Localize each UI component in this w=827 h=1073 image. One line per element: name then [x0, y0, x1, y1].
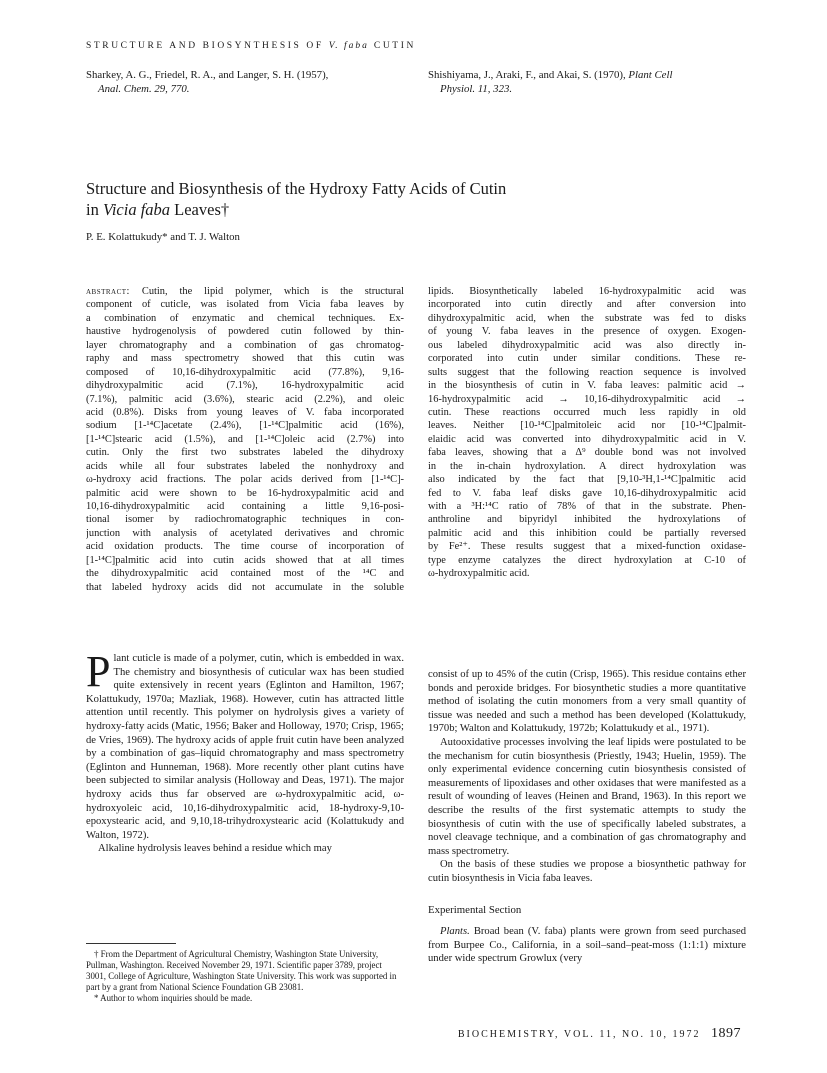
abstract-line [428, 352, 746, 365]
body-right-column [428, 668, 746, 966]
abstract-line [86, 513, 404, 526]
footnotes [86, 949, 404, 1004]
journal-footer [458, 1026, 741, 1042]
abstract-line-text: that labeled hydroxy acids did not accumulate in the soluble [86, 581, 404, 593]
reference-sharkey-authors: Sharkey, A. G., Friedel, R. A., and Langer, S. H. (1957), [86, 69, 329, 81]
abstract-line-text: junction with analysis of acetylated derivatives and chromic [86, 527, 404, 539]
abstract-line [86, 433, 404, 446]
abstract-line [86, 540, 404, 553]
abstract-line-text: 16-hydroxypalmitic acid → 10,16-dihydroxypalmitic acid → [428, 393, 746, 405]
abstract-line-text: acid (0.8%). Disks from young leaves of V. faba incorporated [86, 406, 404, 418]
proposal-text: On the basis of these studies we propose a biosynthetic pathway for cutin biosynthesis in Vicia faba leaves. [428, 859, 746, 884]
abstract-line-text: acids while all four substrates labeled the nonhydroxy and [86, 460, 404, 472]
running-head-suffix: CUTIN [373, 41, 416, 51]
abstract-line-text: [1-¹⁴C]palmitic acid into cutin acids showed that at all times [86, 554, 404, 566]
abstract-line [428, 446, 746, 459]
abstract-line [428, 325, 746, 338]
abstract-line-text: also indicated by the fact that [9,10-³H,1-¹⁴C]palmitic acid [428, 474, 746, 486]
abstract-line [86, 325, 404, 338]
article-title [86, 178, 646, 220]
drop-cap: P [86, 647, 111, 696]
abstract-line [428, 406, 746, 419]
abstract-line [428, 527, 746, 540]
abstract-line [428, 393, 746, 406]
abstract-line [86, 419, 404, 432]
abstract-line-text: anthroline and bipyridyl inhibited the hydroxylations of [428, 514, 746, 526]
abstract-line [86, 460, 404, 473]
abstract-line-text: incorporated into cutin directly and after conversion into [428, 299, 746, 311]
abstract-line [428, 567, 746, 580]
abstract-line-text: a combination of enzymatic and chemical techniques. Ex- [86, 312, 404, 324]
abstract-line-text: 10,16-dihydroxypalmitic acid containing a little 9,16-posi- [86, 501, 404, 512]
alkaline-paragraph: Alkaline hydrolysis leaves behind a residue which may [98, 843, 332, 855]
abstract-line-text: leaves. Neither [10-¹⁴C]palmitoleic acid nor [10-¹⁴C]palmit- [428, 420, 746, 432]
abstract-label: abstract: [86, 286, 130, 297]
running-head [86, 41, 416, 51]
abstract-line [428, 285, 746, 298]
abstract-line-text: with a ³H:¹⁴C ratio of 78% of that in the substrate. Phen- [428, 501, 746, 512]
title-species: Vicia faba [102, 200, 171, 219]
abstract-line-text: dihydroxypalmitic acid, when the substrate was fed to disks [428, 312, 746, 324]
abstract-line-text: acid oxidation products. The time course of incorporation of [86, 541, 404, 553]
abstract-right-column [428, 285, 746, 581]
abstract-line-text: dihydroxypalmitic acid (7.1%), 16-hydroxypalmitic acid [86, 380, 404, 392]
page-number: 1897 [711, 1026, 741, 1041]
section-heading: Experimental Section [428, 903, 522, 916]
abstract-line [86, 285, 404, 298]
reference-shishiyama [428, 68, 758, 96]
abstract-line-text: in the in-chain hydroxylation. A direct hydroxylation was [428, 460, 746, 472]
abstract-line [86, 312, 404, 325]
abstract-line-text: palmitic acid and this inhibition could be partially reversed [428, 527, 746, 539]
abstract-line [86, 527, 404, 540]
abstract-line-text: layer chromatography and a combination of gas chromatog- [86, 339, 404, 351]
abstract-line-text: tional isomer by radiochromatographic techniques in con- [86, 514, 404, 526]
running-head-prefix: STRUCTURE AND BIOSYNTHESIS OF [86, 41, 324, 51]
abstract-line-text: ω-hydroxy acid fractions. The polar acids derived from [1-¹⁴C]- [86, 474, 404, 486]
abstract-line-text: palmitic acid were shown to be 16-hydroxypalmitic acid and [86, 487, 404, 499]
abstract-line [86, 554, 404, 567]
reference-sharkey [86, 68, 416, 96]
abstract-line [428, 500, 746, 513]
title-prefix: in [86, 200, 99, 219]
footnote-corresponding: * Author to whom inquiries should be made. [94, 993, 253, 1003]
abstract-line-text: lipids. Biosynthetically labeled 16-hydroxypalmitic acid was [428, 286, 746, 297]
abstract-line-text: corporated into cutin under similar conditions. These re- [428, 353, 746, 365]
abstract-line [86, 500, 404, 513]
footnote-rule [86, 943, 176, 944]
abstract-line [86, 393, 404, 406]
abstract-line [428, 419, 746, 432]
abstract-line [428, 540, 746, 553]
reference-shishiyama-volume: Physiol. 11, 323. [440, 83, 513, 95]
abstract-line [86, 298, 404, 311]
journal-citation: BIOCHEMISTRY, VOL. 11, NO. 10, 1972 [457, 1029, 701, 1040]
abstract-line-text: faba leaves, showing that a Δ⁹ double bond was not involved [428, 447, 746, 459]
running-head-species: V. faba [328, 41, 369, 51]
abstract-line [86, 473, 404, 486]
abstract-line [428, 433, 746, 446]
abstract-line [428, 379, 746, 392]
abstract-line-text: type enzyme catalyzes the direct hydroxylation at C-10 of [428, 554, 746, 566]
abstract-line [428, 554, 746, 567]
abstract-line-text: haustive hydrogenolysis of powdered cutin followed by thin- [86, 326, 404, 338]
abstract-left-column [86, 285, 404, 594]
intro-paragraph [86, 647, 404, 842]
abstract-line [428, 366, 746, 379]
body-left-column [86, 647, 404, 856]
reference-sharkey-journal: Anal. Chem. 29, 770. [98, 83, 190, 95]
abstract-line [86, 446, 404, 459]
abstract-line [86, 379, 404, 392]
abstract-line-text: cutin. These reactions occurred much less rapidly in old [428, 406, 746, 418]
authors: P. E. Kolattukudy* and T. J. Walton [86, 231, 240, 243]
intro-text: lant cuticle is made of a polymer, cutin, which is embedded in wax. The chemistry and biosynthesis of cuticular wax has been studied quite extensively in recent years (Eglinton and Hamilton, 1967; Kolattukudy, 1970a; Mazliak, 1968). However, cutin has attracted little attention until recently. This polymer on hydrolysis gives a variety of hydroxy-fatty acids (Matic, 1956; Baker and Holloway, 1970; Crisp, 1965; de Vries, 1969). The hydroxy acids of apple fruit cutin have been analyzed by a combination of gas–liquid chromatography and mass spectrometry (Eglinton and Hunneman, 1968). More recently other plant cutins have been subjected to similar analysis (Holloway and Deas, 1971). The major hydroxy acids thus far observed are ω-hydroxypalmitic acid, ω-hydroxyoleic acid, 10,16-dihydroxypalmitic acid, 18-hydroxy-9,10-epoxystearic acid, and 9,10,18-trihydroxystearic acid (Kolattukudy and Walton, 1972). [86, 653, 404, 841]
abstract-line [86, 366, 404, 379]
abstract-line [86, 406, 404, 419]
abstract-line-text: sodium [1-¹⁴C]acetate (2.4%), [1-¹⁴C]palmitic acid (16%), [86, 420, 404, 432]
abstract-line [428, 312, 746, 325]
abstract-line-text: composed of 10,16-dihydroxypalmitic acid (77.8%), 9,16- [86, 366, 404, 378]
autooxidative-paragraph: Autooxidative processes involving the leaf lipids were postulated to be the mechanism for cutin biosynthesis (Priestly, 1943; Huelin, 1959). The only experimental evidence concerning cutin biosynthesis consisted of measurements of lipoxidases and other oxidases that were manifested as a result of wounding of leaves (Heinen and Brand, 1963). In this report we describe the results of the first systematic attempts to study the biosynthesis of cutin with the use of specifically labeled substrates, a novel cleavage technique, and a combination of gas chromatography and mass spectrometry. [428, 736, 746, 857]
plants-paragraph [428, 925, 746, 966]
abstract-line-text: raphy and mass spectrometry showed that this cutin was [86, 353, 404, 365]
abstract-line-text: elaidic acid was converted into dihydroxypalmitic acid in V. [428, 433, 746, 445]
abstract-line [86, 567, 404, 580]
abstract-line-text: (7.1%), palmitic acid (3.6%), stearic acid (2.2%), and oleic [86, 393, 404, 405]
reference-shishiyama-journal: Plant Cell [628, 69, 673, 81]
abstract-line [428, 339, 746, 352]
footnote-affiliation: † From the Department of Agricultural Chemistry, Washington State University, Pullman, Washington. Received November 29, 1971. Scientific paper 3789, project 3001, College of Agriculture, Washington State University. This work was supported in part by a grant from National Science Foundation GB 23081. [86, 949, 397, 992]
abstract-line [428, 298, 746, 311]
title-suffix: Leaves† [174, 200, 230, 219]
abstract-line-text: ω-hydroxypalmitic acid. [428, 568, 530, 580]
abstract-line-text: ous labeled dihydroxypalmitic acid was also directly in- [428, 339, 746, 351]
abstract-line-text: the dihydroxypalmitic acid contained most of the ¹⁴C and [86, 568, 404, 580]
plants-label: Plants. [440, 926, 470, 938]
abstract-line [86, 352, 404, 365]
reference-shishiyama-authors: Shishiyama, J., Araki, F., and Akai, S. (1970), [428, 69, 626, 81]
abstract-line-text: fed to V. faba leaf disks gave 10,16-dihydroxypalmitic acid [428, 487, 746, 499]
abstract-line [86, 339, 404, 352]
abstract-line-text: sults suggest that the following reaction sequence is involved [428, 366, 746, 378]
abstract-line [86, 487, 404, 500]
proposal-paragraph [428, 858, 746, 885]
abstract-line [428, 513, 746, 526]
abstract-line-text: component of cuticle, was isolated from Vicia faba leaves by [86, 299, 404, 311]
title-line-1: Structure and Biosynthesis of the Hydroxy Fatty Acids of Cutin [86, 179, 507, 198]
abstract-line-text: by Fe²⁺. These results suggest that a mixed-function oxidase- [428, 541, 746, 553]
abstract-line [428, 487, 746, 500]
abstract-line-text: [1-¹⁴C]stearic acid (1.5%), and [1-¹⁴C]oleic acid (2.7%) into [86, 433, 404, 445]
abstract-line-text: of young V. faba leaves in the presence of oxygen. Exogen- [428, 326, 746, 338]
abstract-line-text: in the biosynthesis of cutin in V. faba leaves: palmitic acid → [428, 380, 746, 392]
plants-text: Broad bean (V. faba) plants were grown from seed purchased from Burpee Co., California, in a soil–sand–peat-moss (1:1:1) mixture under wide spectrum Growlux (very [428, 926, 746, 965]
abstract-line-text: cutin. Only the first two substrates labeled the dihydroxy [86, 447, 404, 459]
abstract-line-text: Cutin, the lipid polymer, which is the structural [141, 286, 404, 297]
abstract-line [86, 581, 404, 594]
abstract-line [428, 473, 746, 486]
title-line-2 [86, 199, 646, 220]
residue-paragraph: consist of up to 45% of the cutin (Crisp, 1965). This residue contains ether bonds and peroxide bridges. For biosynthetic studies a more quantitative method of isolating the cutin monomers from a very small quantity of tissue was needed and such a method has been developed (Kolattukudy, 1970b; Walton and Kolattukudy, 1972b; Kolattukudy et al., 1971). [428, 669, 746, 735]
abstract-line [428, 460, 746, 473]
